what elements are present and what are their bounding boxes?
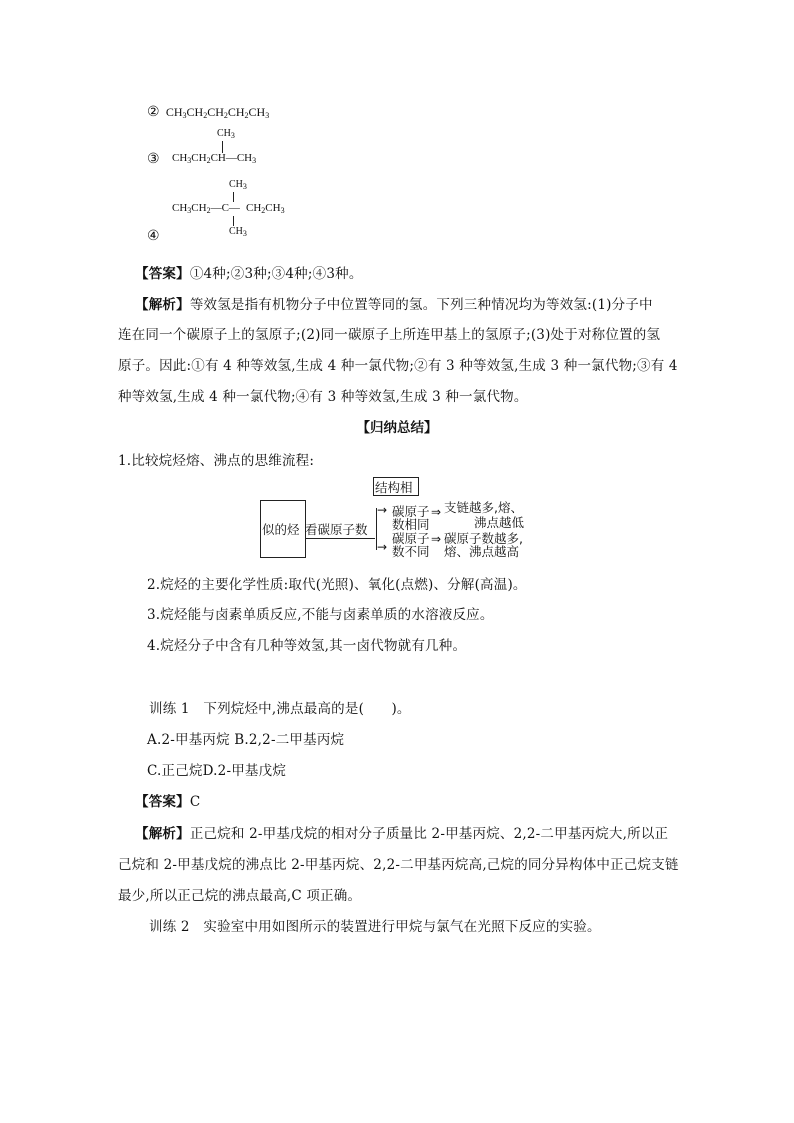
- answer-label: 【答案】: [135, 266, 190, 282]
- answer-label: 【答案】: [135, 794, 190, 810]
- methyl-bottom-4: $CH_3$: [229, 226, 247, 238]
- item-number: ③: [147, 151, 160, 167]
- formula-dimethylpentane-right: $CH_2CH_3$: [246, 202, 285, 215]
- analysis-1-line-4: 种等效氢,生成 4 种一氯代物;④有 3 种等效氢,生成 3 种一氯代物。: [118, 389, 528, 405]
- analysis-label: 【解析】: [135, 297, 190, 313]
- summary-point-3: 3.烷烃能与卤素单质反应,不能与卤素单质的水溶液反应。: [147, 607, 494, 623]
- practice-2-question: 训练 2 实验室中用如图所示的装置进行甲烷与氯气在光照下反应的实验。: [149, 919, 601, 935]
- arrow-right-icon: →: [377, 503, 388, 517]
- answer-text: C: [189, 794, 201, 810]
- answer-1: [135, 262, 363, 282]
- practice-1-analysis-line-2: 己烷和 2-甲基戊烷的沸点比 2-甲基丙烷、2,2-二甲基丙烷高,己烷的同分异构体中正己烷支链: [118, 857, 679, 873]
- formula-methylbutane: $CH_3CH_2CH—CH_3$: [172, 152, 257, 165]
- item-2: [147, 104, 269, 120]
- flow-branch1-line1: 碳原子: [392, 504, 430, 519]
- formula-pentane: $CH_3CH_2CH_2CH_2CH_3$: [165, 105, 270, 120]
- arrow-right-icon: →: [377, 540, 388, 554]
- flow-branch1-line2: 数相同: [392, 517, 430, 532]
- practice-1-answer: [135, 790, 200, 810]
- item-number: ④: [147, 228, 160, 244]
- summary-point-4: 4.烷烃分子中含有几种等效氢,其一卤代物就有几种。: [147, 638, 467, 654]
- flow-branch1-result1: 支链越多,熔、: [444, 500, 523, 515]
- flow-top-label: 结构相: [375, 480, 413, 495]
- analysis-1-line-2: 连在同一个碳原子上的氢原子;(2)同一碳原子上所连甲基上的氢原子;(3)处于对称位置的氢: [118, 327, 661, 343]
- methyl-top-4: $CH_3$: [229, 179, 247, 191]
- summary-point-2: 2.烷烃的主要化学性质:取代(光照)、氧化(点燃)、分解(高温)。: [147, 577, 527, 593]
- flow-branch2-result2: 熔、沸点越高: [444, 544, 520, 559]
- practice-1-analysis-line-1: 【解析】正己烷和 2-甲基戊烷的相对分子质量比 2-甲基丙烷、2,2-二甲基丙烷大,所以正: [135, 826, 669, 842]
- flow-branch2-result1: 碳原子数越多,: [444, 531, 523, 546]
- flow-branch1-result2: 沸点越低: [474, 515, 525, 530]
- item-4: [147, 228, 160, 244]
- summary-point-1: 1.比较烷烃熔、沸点的思维流程:: [118, 453, 315, 469]
- item-number: ②: [147, 104, 160, 120]
- practice-1-question: 训练 1 下列烷烃中,沸点最高的是( )。: [149, 701, 411, 717]
- practice-1-options-ab: A.2-甲基丙烷 B.2,2-二甲基丙烷: [147, 732, 345, 748]
- flow-middle-label: 看碳原子数: [305, 522, 368, 537]
- formula-dimethylpentane-left: $CH_3CH_2—C—$: [172, 202, 240, 215]
- flow-branch2-line2: 数不同: [392, 544, 430, 559]
- bond-line: [233, 192, 234, 202]
- practice-1-options-cd: C.正己烷D.2-甲基戊烷: [147, 763, 287, 779]
- flow-left-label: 似的烃: [262, 522, 300, 537]
- flow-branch2-line1: 碳原子: [392, 531, 430, 546]
- double-arrow-icon: ⇒: [431, 505, 442, 519]
- summary-title: 【归纳总结】: [356, 420, 438, 436]
- analysis-1-line-3: 原子。因此:①有 4 种等效氢,生成 4 种一氯代物;②有 3 种等效氢,生成 3 种一氯代物;③有 4: [118, 358, 678, 374]
- item-3: [147, 151, 160, 167]
- practice-1-analysis-line-3: 最少,所以正己烷的沸点最高,C 项正确。: [118, 888, 362, 904]
- methyl-top-3: $CH_3$: [217, 128, 235, 140]
- flow-underline: [305, 538, 375, 539]
- analysis-1-line-1: 【解析】等效氢是指有机物分子中位置等同的氢。下列三种情况均为等效氢:(1)分子中: [135, 297, 653, 313]
- double-arrow-icon: ⇒: [431, 532, 442, 546]
- bond-line: [233, 216, 234, 226]
- answer-text: ①4种;②3种;③4种;④3种。: [189, 266, 363, 282]
- analysis-label: 【解析】: [135, 826, 190, 842]
